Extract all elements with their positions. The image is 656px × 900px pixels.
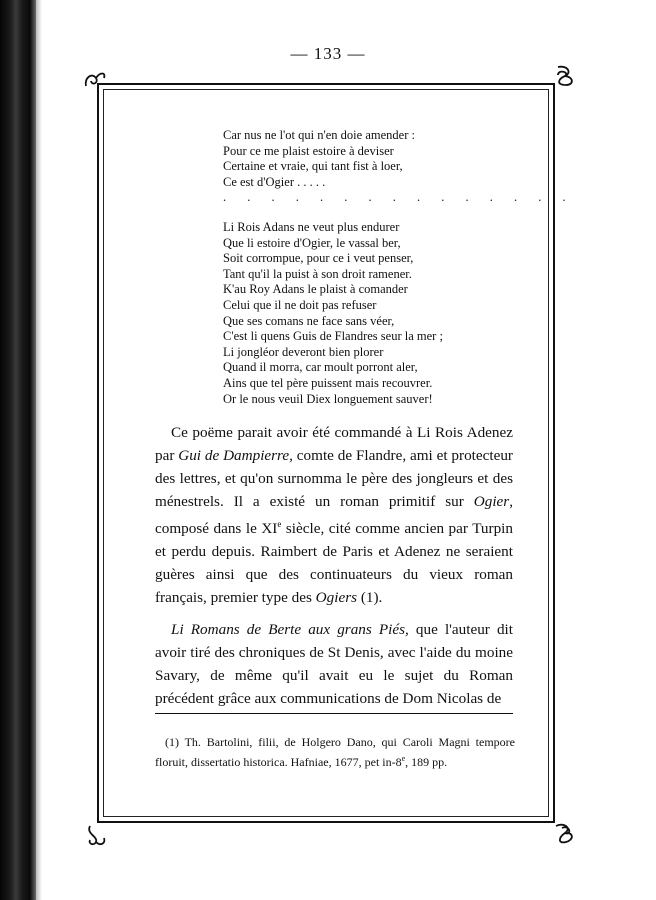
- corner-ornament-icon: [82, 66, 108, 92]
- verse-line: Que li estoire d'Ogier, le vassal ber,: [223, 235, 401, 250]
- verse-line: K'au Roy Adans le plaist à comander: [223, 282, 408, 297]
- prose-body: [155, 421, 513, 710]
- verse-line: Li jongléor deveront bien plorer: [223, 344, 384, 359]
- book-binding-shadow: [0, 0, 36, 900]
- footnote-divider: [155, 713, 513, 714]
- page-number: — 133 —: [290, 44, 366, 63]
- gutter-fade: [36, 0, 42, 900]
- verse-line: Ains que tel père puissent mais recouvrer.: [223, 375, 433, 390]
- ellipsis-line: . . . . . . . . . . . . . . .: [223, 190, 575, 205]
- verse-line: Certaine et vraie, qui tant fist à loer,: [223, 159, 403, 174]
- verse-line: Tant qu'il la puist à son droit ramener.: [223, 266, 412, 281]
- verse-line: Quand il morra, car moult porront aler,: [223, 360, 418, 375]
- verse-line: Or le nous veuil Diex longuement sauver!: [223, 391, 433, 406]
- corner-ornament-icon: [552, 63, 578, 89]
- verse-line: C'est li quens Guis de Flandres seur la mer ;: [223, 329, 443, 344]
- corner-ornament-icon: [84, 822, 110, 848]
- verse-stanza-1: [223, 128, 575, 206]
- corner-ornament-icon: [552, 820, 578, 846]
- verse-line: Li Rois Adans ne veut plus endurer: [223, 220, 400, 234]
- verse-line: Soit corrompue, pour ce i veut penser,: [223, 251, 414, 266]
- paragraph-2: Li Romans de Berte aux grans Piés, que l'auteur dit avoir tiré des chroniques de St Denis, avec l'aide du moine Savary, de même qu'il avait eu le sujet du Roman précédent grâce aux communications de Dom Nicolas de: [155, 621, 513, 708]
- paragraph-1: Ce poëme parait avoir été commandé à Li Rois Adenez par Gui de Dampierre, comte de Flandre, ami et protecteur des lettres, et qu'on surnomma le père des jongleurs et des ménestrels. Il a existé un roman primitif sur Ogier, composé dans le XIe siècle, cité comme ancien par Turpin et perdu depuis. Raimbert de Paris et Adenez ne seraient guères ainsi que des continuateurs du vieux roman français, premier type des Ogiers (1).: [155, 424, 513, 607]
- verse-line: Que ses comans ne face sans véer,: [223, 313, 395, 328]
- verse-line: Ce est d'Ogier . . . . .: [223, 174, 326, 189]
- verse-line: Car nus ne l'ot qui n'en doie amender :: [223, 128, 415, 142]
- verse-line: Pour ce me plaist estoire à deviser: [223, 143, 394, 158]
- verse-line: Celui que il ne doit pas refuser: [223, 297, 377, 312]
- footnote: (1) Th. Bartolini, filii, de Holgero Dano, qui Caroli Magni tempore floruit, dissertatio historica. Hafniae, 1677, pet in-8e, 189 pp.: [155, 735, 515, 769]
- verse-stanza-2: [223, 220, 523, 407]
